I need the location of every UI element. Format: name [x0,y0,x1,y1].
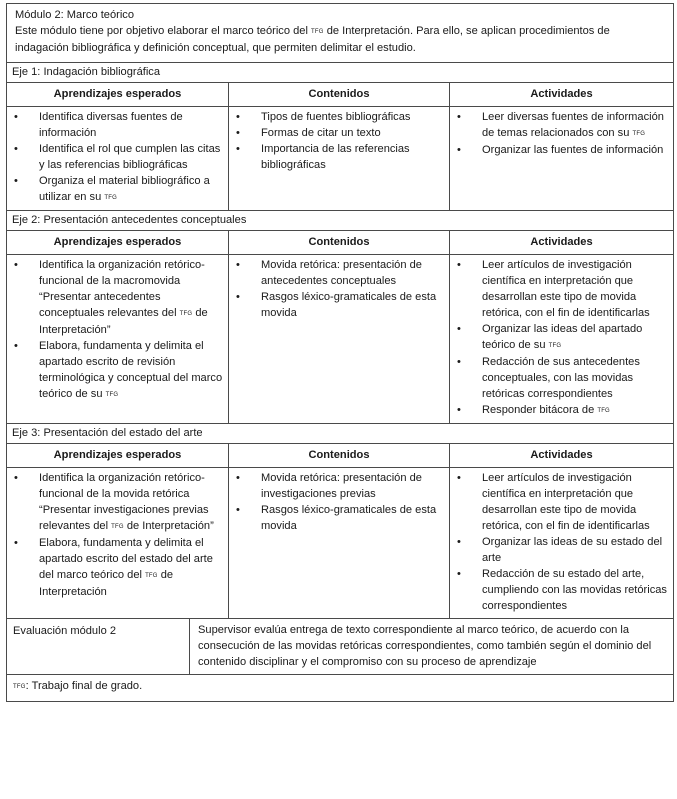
list-item: • Redacción de sus antecedentes conceptuales, con las movidas retóricas correspondientes [482,354,669,402]
eje-title: Eje 1: Indagación bibliográfica [7,63,674,83]
eje-title-row [7,424,674,444]
list-item: • Leer diversas fuentes de información de temas relacionados con su TFG [482,109,669,142]
list-item: • Organizar las ideas de su estado del arte [482,534,669,566]
list-item: • Identifica la organización retórico-funcional de la macromovida “Presentar antecedentes conceptuales relevantes del TFG de Interpretación” [39,257,224,338]
evaluation-label: Evaluación módulo 2 [7,619,190,675]
list-item: • Responder bitácora de TFG [482,402,669,419]
evaluation-row [7,619,674,675]
module-header-row [7,4,674,63]
contenidos-list [231,470,445,534]
aprendizajes-cell [7,468,229,619]
column-header-row [7,83,674,107]
list-item: • Elabora, fundamenta y delimita el apartado escrito del estado del arte del marco teórico del TFG de Interpretación [39,535,224,600]
aprendizajes-cell [7,107,229,211]
module-description: Este módulo tiene por objetivo elaborar el marco teórico del TFG de Interpretación. Para ello, se aplican procedimientos de indagación bibliográfica y definición conceptual, que permiten delimitar el estudio. [15,25,610,54]
contenidos-list [231,109,445,173]
list-item: • Organiza el material bibliográfico a utilizar en su TFG [39,173,224,206]
list-item: • Tipos de fuentes bibliográficas [261,109,445,125]
eje-title: Eje 3: Presentación del estado del arte [7,424,674,444]
tfg-abbreviation: TFG [104,195,117,201]
eje-title: Eje 2: Presentación antecedentes conceptuales [7,211,674,231]
list-item: • Identifica la organización retórico-funcional de la movida retórica “Presentar investigaciones previas relevantes del TFG de Interpretación” [39,470,224,535]
header-actividades: Actividades [450,83,674,107]
tfg-abbreviation: TFG [632,131,646,137]
tfg-abbreviation: TFG [145,573,158,579]
tfg-abbreviation: TFG [13,684,26,690]
module-table [6,3,674,702]
list-item: • Elabora, fundamenta y delimita el apartado escrito de revisión terminológica y conceptual del marco teórico de su TFG [39,338,224,403]
eje-title-row [7,63,674,83]
module-title: Módulo 2: Marco teórico [15,9,135,21]
column-header-row [7,444,674,468]
contenidos-cell [229,255,450,424]
list-item: • Leer artículos de investigación científica en interpretación que desarrollan este tipo de movida retórica, con el fin de identificarlas [482,470,669,534]
list-item: • Movida retórica: presentación de investigaciones previas [261,470,445,502]
aprendizajes-cell [7,255,229,424]
column-header-row [7,231,674,255]
eje-content-row [7,255,674,424]
header-aprendizajes: Aprendizajes esperados [7,83,229,107]
header-actividades: Actividades [450,231,674,255]
header-contenidos: Contenidos [229,231,450,255]
actividades-cell [450,468,674,619]
list-item: • Movida retórica: presentación de antecedentes conceptuales [261,257,445,289]
list-item: • Identifica el rol que cumplen las citas y las referencias bibliográficas [39,141,224,173]
evaluation-text: Supervisor evalúa entrega de texto correspondiente al marco teórico, de acuerdo con la consecución de las movidas retóricas correspondientes, como también según el dominio del contenido disciplinar y el compromiso con su proceso de aprendizaje [190,619,674,675]
header-contenidos: Contenidos [229,83,450,107]
header-actividades: Actividades [450,444,674,468]
eje-content-row [7,468,674,619]
footnote: TFG: Trabajo final de grado. [7,675,674,702]
tfg-abbreviation: TFG [179,311,193,317]
actividades-list [452,109,669,158]
list-item: • Organizar las ideas del apartado teórico de su TFG [482,321,669,354]
actividades-list [452,257,669,419]
list-item: • Organizar las fuentes de información [482,142,669,158]
contenidos-list [231,257,445,321]
tfg-abbreviation: TFG [111,524,124,530]
tfg-abbreviation: TFG [597,408,610,414]
aprendizajes-list [9,257,224,403]
eje-title-row [7,211,674,231]
list-item: • Importancia de las referencias bibliográficas [261,141,445,173]
actividades-cell [450,107,674,211]
list-item: • Rasgos léxico-gramaticales de esta movida [261,502,445,534]
footnote-row [7,675,674,702]
actividades-cell [450,255,674,424]
list-item: • Formas de citar un texto [261,125,445,141]
tfg-abbreviation: TFG [548,343,562,349]
eje-content-row [7,107,674,211]
aprendizajes-list [9,470,224,600]
contenidos-cell [229,107,450,211]
list-item: • Redacción de su estado del arte, cumpliendo con las movidas retóricas correspondientes [482,566,669,614]
list-item: • Identifica diversas fuentes de información [39,109,224,141]
header-contenidos: Contenidos [229,444,450,468]
module-header-cell [7,4,674,63]
actividades-list [452,470,669,614]
tfg-abbreviation: TFG [311,29,324,35]
contenidos-cell [229,468,450,619]
aprendizajes-list [9,109,224,206]
tfg-abbreviation: TFG [105,392,119,398]
list-item: • Rasgos léxico-gramaticales de esta movida [261,289,445,321]
header-aprendizajes: Aprendizajes esperados [7,444,229,468]
header-aprendizajes: Aprendizajes esperados [7,231,229,255]
list-item: • Leer artículos de investigación científica en interpretación que desarrollan este tipo de movida retórica, con el fin de identificarlas [482,257,669,321]
